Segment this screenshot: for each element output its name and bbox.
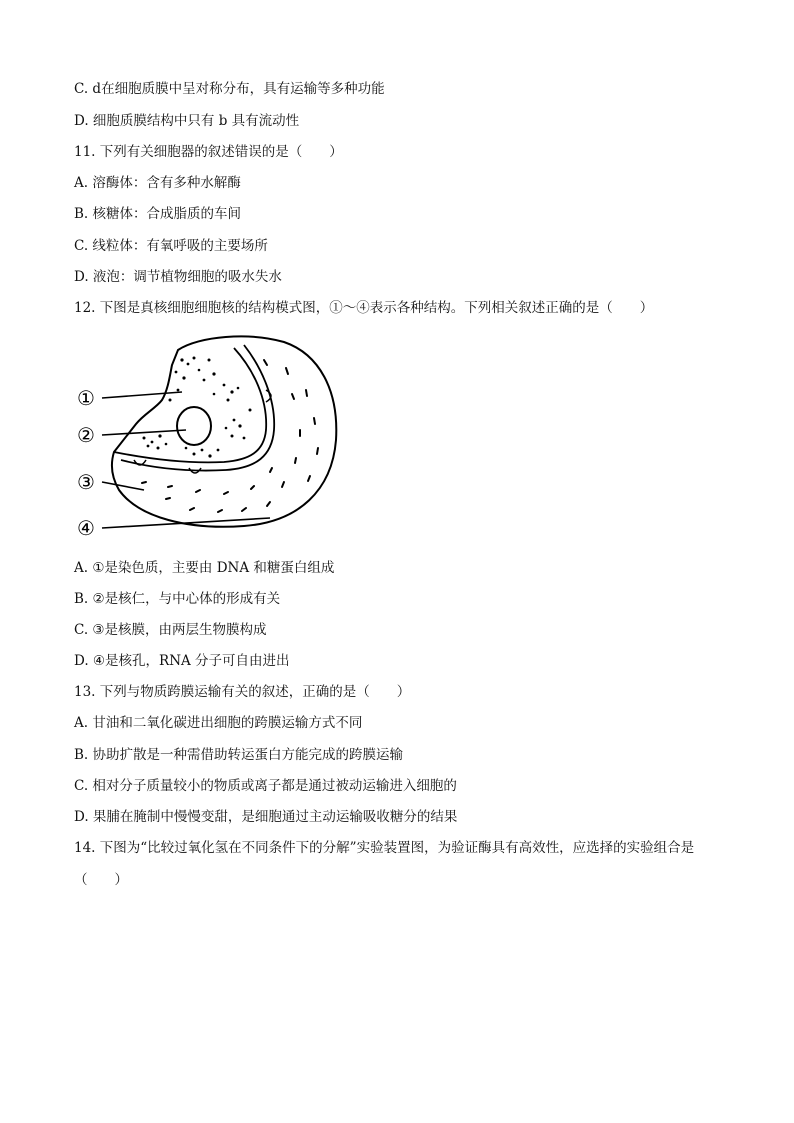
q11-option-a: A. 溶酶体：含有多种水解酶 xyxy=(74,175,241,191)
q11-option-d: D. 液泡：调节植物细胞的吸水失水 xyxy=(74,269,282,285)
q13-stem: 13. 下列与物质跨膜运输有关的叙述，正确的是（ ） xyxy=(74,684,411,700)
leader-line-1 xyxy=(102,392,182,398)
label-1: ① xyxy=(77,386,95,410)
q12-option-b: B. ②是核仁，与中心体的形成有关 xyxy=(74,591,281,607)
q13-option-c: C. 相对分子质量较小的物质或离子都是通过被动运输进入细胞的 xyxy=(74,778,457,794)
leader-line-2 xyxy=(102,430,186,435)
q14-stem-line2: （ ） xyxy=(74,872,128,888)
label-3: ③ xyxy=(77,470,95,494)
nucleus-diagram xyxy=(74,330,364,545)
q12-stem: 12. 下图是真核细胞细胞核的结构模式图，①～④表示各种结构。下列相关叙述正确的是（ ） xyxy=(74,300,654,316)
leader-line-3 xyxy=(102,482,144,490)
q12-option-d: D. ④是核孔，RNA 分子可自由进出 xyxy=(74,653,290,669)
q13-option-b: B. 协助扩散是一种需借助转运蛋白方能完成的跨膜运输 xyxy=(74,747,404,763)
q10-option-c: C. d在细胞质膜中呈对称分布，具有运输等多种功能 xyxy=(74,81,385,97)
q13-option-a: A. 甘油和二氧化碳进出细胞的跨膜运输方式不同 xyxy=(74,715,363,731)
q13-option-d: D. 果脯在腌制中慢慢变甜，是细胞通过主动运输吸收糖分的结果 xyxy=(74,809,458,825)
nucleus-structure-figure xyxy=(74,330,364,545)
q11-option-b: B. 核糖体：合成脂质的车间 xyxy=(74,206,242,222)
q12-option-c: C. ③是核膜，由两层生物膜构成 xyxy=(74,622,267,638)
label-2: ② xyxy=(77,423,95,447)
q10-option-d: D. 细胞质膜结构中只有 b 具有流动性 xyxy=(74,113,300,129)
q12-option-a: A. ①是染色质，主要由 DNA 和糖蛋白组成 xyxy=(74,560,335,576)
label-4: ④ xyxy=(77,516,95,540)
q14-stem-line1: 14. 下图为“比较过氧化氢在不同条件下的分解”实验装置图，为验证酶具有高效性，应选择的实验组合是 xyxy=(74,840,695,856)
q11-stem: 11. 下列有关细胞器的叙述错误的是（ ） xyxy=(74,144,343,160)
q11-option-c: C. 线粒体：有氧呼吸的主要场所 xyxy=(74,238,268,254)
